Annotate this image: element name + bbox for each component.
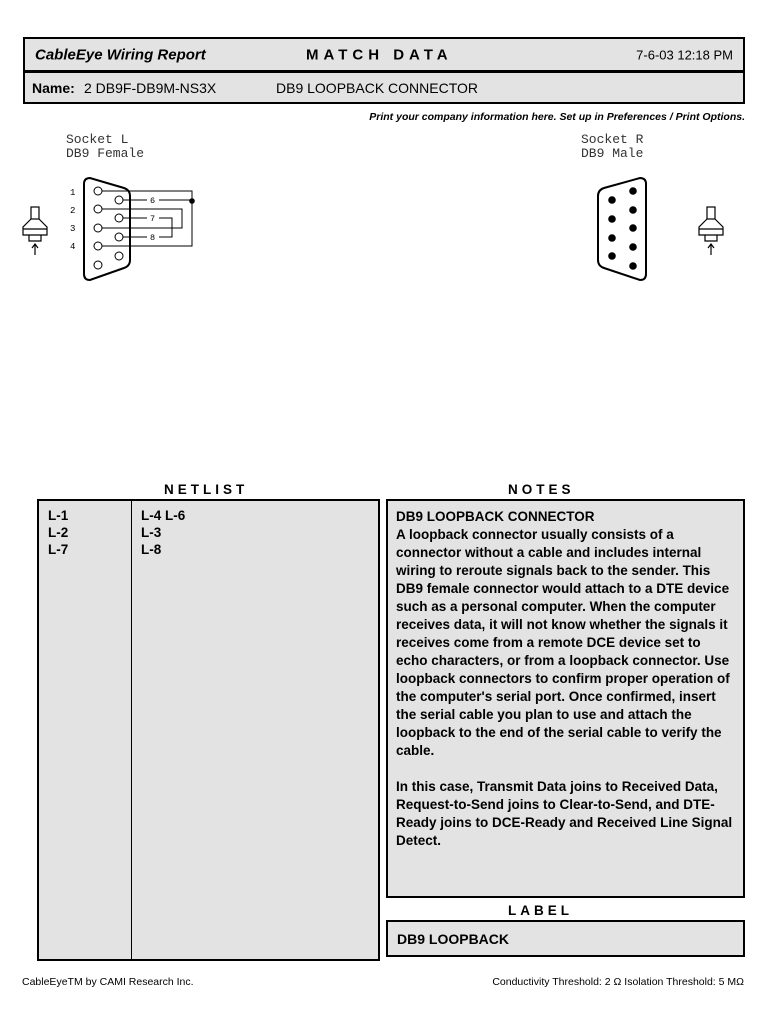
socket-left-type: DB9 Female: [66, 146, 145, 161]
net-from: L-7: [48, 542, 69, 557]
label-value: DB9 LOOPBACK: [397, 930, 510, 947]
junction-dot: [189, 198, 195, 204]
jumper-label-6: 6: [150, 196, 156, 206]
footer-credit: CableEyeTM by CAMI Research Inc.: [22, 976, 194, 988]
pin-r1: [629, 187, 637, 195]
pin-r8: [608, 234, 616, 242]
plug-arrow-icon: [699, 207, 723, 255]
socket-right-shell: [598, 178, 646, 280]
pin-label-1: 1: [70, 188, 76, 198]
pin-label-3: 3: [70, 224, 76, 234]
pin-r4: [629, 243, 637, 251]
net-from: L-1: [48, 508, 69, 523]
table-row: [39, 542, 378, 559]
label-panel: [386, 920, 745, 957]
pin-r2: [629, 206, 637, 214]
notes-panel: [386, 499, 745, 898]
net-from: L-2: [48, 525, 69, 540]
pin-l5: [94, 261, 102, 269]
pin-l7: [115, 214, 123, 222]
notes-paragraph-2: In this case, Transmit Data joins to Received Data, Request-to-Send joins to Clear-to-Send, and DTE-Ready joins to DCE-Ready and Received Line Signal Detect.: [396, 779, 733, 848]
plug-arrow-icon: [23, 207, 47, 255]
table-row: [39, 525, 378, 542]
jumper-label-7: 7: [150, 214, 156, 224]
pin-l3: [94, 224, 102, 232]
socket-left-shell: [84, 178, 130, 280]
report-title: CableEye Wiring Report: [35, 46, 206, 63]
pin-l1: [94, 187, 102, 195]
pin-r3: [629, 224, 637, 232]
notes-paragraph-1: A loopback connector usually consists of a connector without a cable and includes internal wiring to reroute signals back to the sender. This DB9 female connector would attach to a DTE device such as a personal computer. When the computer receives data, it will not know whether the signals it receives come from a remote DCE device set to echo characters, or from a loopback connector. Use loopback connectors to confirm proper operation of the computer's serial port. Once confirmed, insert the serial cable you plan to use and attach the loopback to the end of the serial cable to verify the cable.: [396, 527, 730, 758]
pin-label-2: 2: [70, 206, 76, 216]
name-label: Name:: [32, 79, 75, 96]
socket-left-caption: [66, 133, 144, 161]
pin-l6: [115, 196, 123, 204]
socket-right-name: Socket R: [581, 132, 644, 147]
report-type: MATCH DATA: [306, 46, 453, 63]
company-info-note: Print your company information here. Set up in Preferences / Print Options.: [369, 111, 745, 123]
pin-label-4: 4: [70, 242, 76, 252]
netlist-title: NETLIST: [164, 482, 249, 497]
pin-r6: [608, 196, 616, 204]
pin-l9: [115, 252, 123, 260]
pin-l2: [94, 205, 102, 213]
notes-title: NOTES: [508, 482, 575, 497]
pin-l4: [94, 242, 102, 250]
cable-description: DB9 LOOPBACK CONNECTOR: [276, 79, 479, 96]
net-to: L-8: [141, 542, 162, 557]
net-to: L-3: [141, 525, 162, 540]
netlist-divider: [131, 501, 132, 959]
table-row: [39, 508, 378, 525]
wiring-diagram: [0, 170, 768, 290]
pin-r9: [608, 252, 616, 260]
report-datetime: 7-6-03 12:18 PM: [636, 47, 733, 62]
cable-name: 2 DB9F-DB9M-NS3X: [84, 79, 217, 96]
socket-right-caption: [581, 133, 643, 161]
pin-r7: [608, 215, 616, 223]
cable-name-bar: [23, 71, 745, 104]
pin-l8: [115, 233, 123, 241]
pin-r5: [629, 262, 637, 270]
report-header-bar: [23, 37, 745, 72]
jumper-label-8: 8: [150, 233, 156, 243]
netlist-table: [37, 499, 380, 961]
notes-heading: DB9 LOOPBACK CONNECTOR: [396, 509, 595, 524]
label-title: LABEL: [508, 903, 573, 918]
net-to: L-4 L-6: [141, 508, 186, 523]
footer-thresholds: Conductivity Threshold: 2 Ω Isolation Threshold: 5 MΩ: [492, 976, 744, 988]
socket-left-name: Socket L: [66, 132, 129, 147]
socket-right-type: DB9 Male: [581, 146, 644, 161]
